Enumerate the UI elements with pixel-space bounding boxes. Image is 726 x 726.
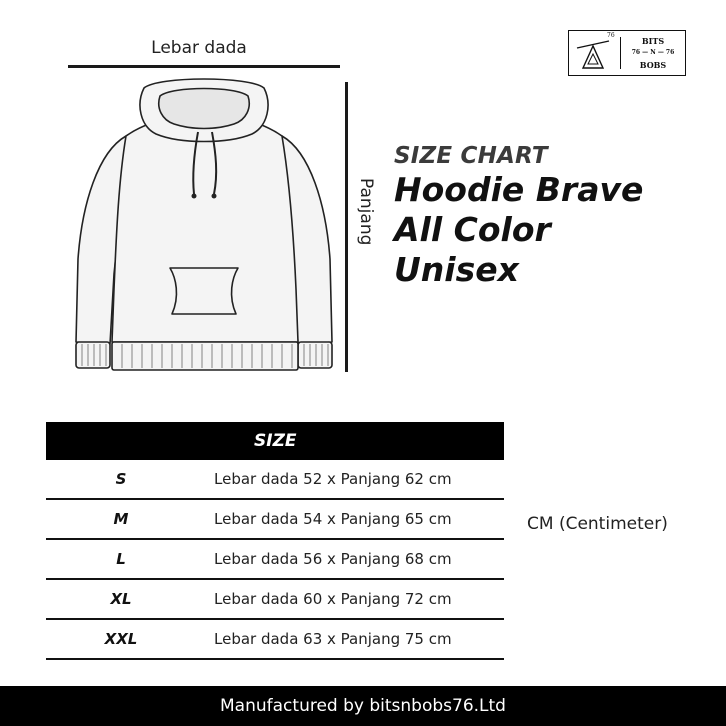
- logo-line-bits: BITS: [641, 36, 665, 46]
- dimension-cell: Lebar dada 60 x Panjang 72 cm: [196, 579, 504, 619]
- logo-divider: [620, 37, 621, 69]
- logo-superscript: 76: [607, 32, 615, 39]
- length-line: [345, 82, 348, 372]
- dimension-cell: Lebar dada 63 x Panjang 75 cm: [196, 619, 504, 659]
- size-cell: XXL: [46, 619, 196, 659]
- logo-wordmark: [623, 35, 683, 71]
- product-title-line-1: Hoodie Brave: [394, 170, 644, 209]
- size-table-header-row: [46, 422, 504, 460]
- logo-line-n: 76 — N — 76: [631, 49, 675, 56]
- product-title-line-2: All Color: [394, 210, 551, 249]
- manufacturer-text: Manufactured by bitsnbobs76.Ltd: [220, 696, 506, 716]
- logo-line-bobs: BOBS: [639, 60, 667, 70]
- table-row: [46, 499, 504, 539]
- headline: [394, 143, 643, 289]
- size-cell: XL: [46, 579, 196, 619]
- brand-logo: [568, 30, 686, 76]
- unit-note: CM (Centimeter): [527, 514, 668, 534]
- size-table-header: SIZE: [46, 422, 504, 460]
- table-row: [46, 539, 504, 579]
- size-table: [46, 422, 504, 660]
- dimension-cell: Lebar dada 56 x Panjang 68 cm: [196, 539, 504, 579]
- dimension-cell: Lebar dada 52 x Panjang 62 cm: [196, 460, 504, 499]
- size-cell: S: [46, 460, 196, 499]
- table-row: [46, 619, 504, 659]
- chest-width-line: [68, 65, 340, 68]
- size-cell: L: [46, 539, 196, 579]
- table-row: [46, 460, 504, 499]
- table-row: [46, 579, 504, 619]
- seesaw-triangle-icon: [575, 38, 613, 70]
- size-chart-label: SIZE CHART: [394, 143, 548, 169]
- product-title-line-3: Unisex: [394, 250, 519, 289]
- dimension-cell: Lebar dada 54 x Panjang 65 cm: [196, 499, 504, 539]
- footer-bar: [0, 686, 726, 726]
- length-label: Panjang: [356, 178, 376, 246]
- chest-width-label: Lebar dada: [151, 38, 247, 58]
- hoodie-illustration: [68, 74, 340, 376]
- size-cell: M: [46, 499, 196, 539]
